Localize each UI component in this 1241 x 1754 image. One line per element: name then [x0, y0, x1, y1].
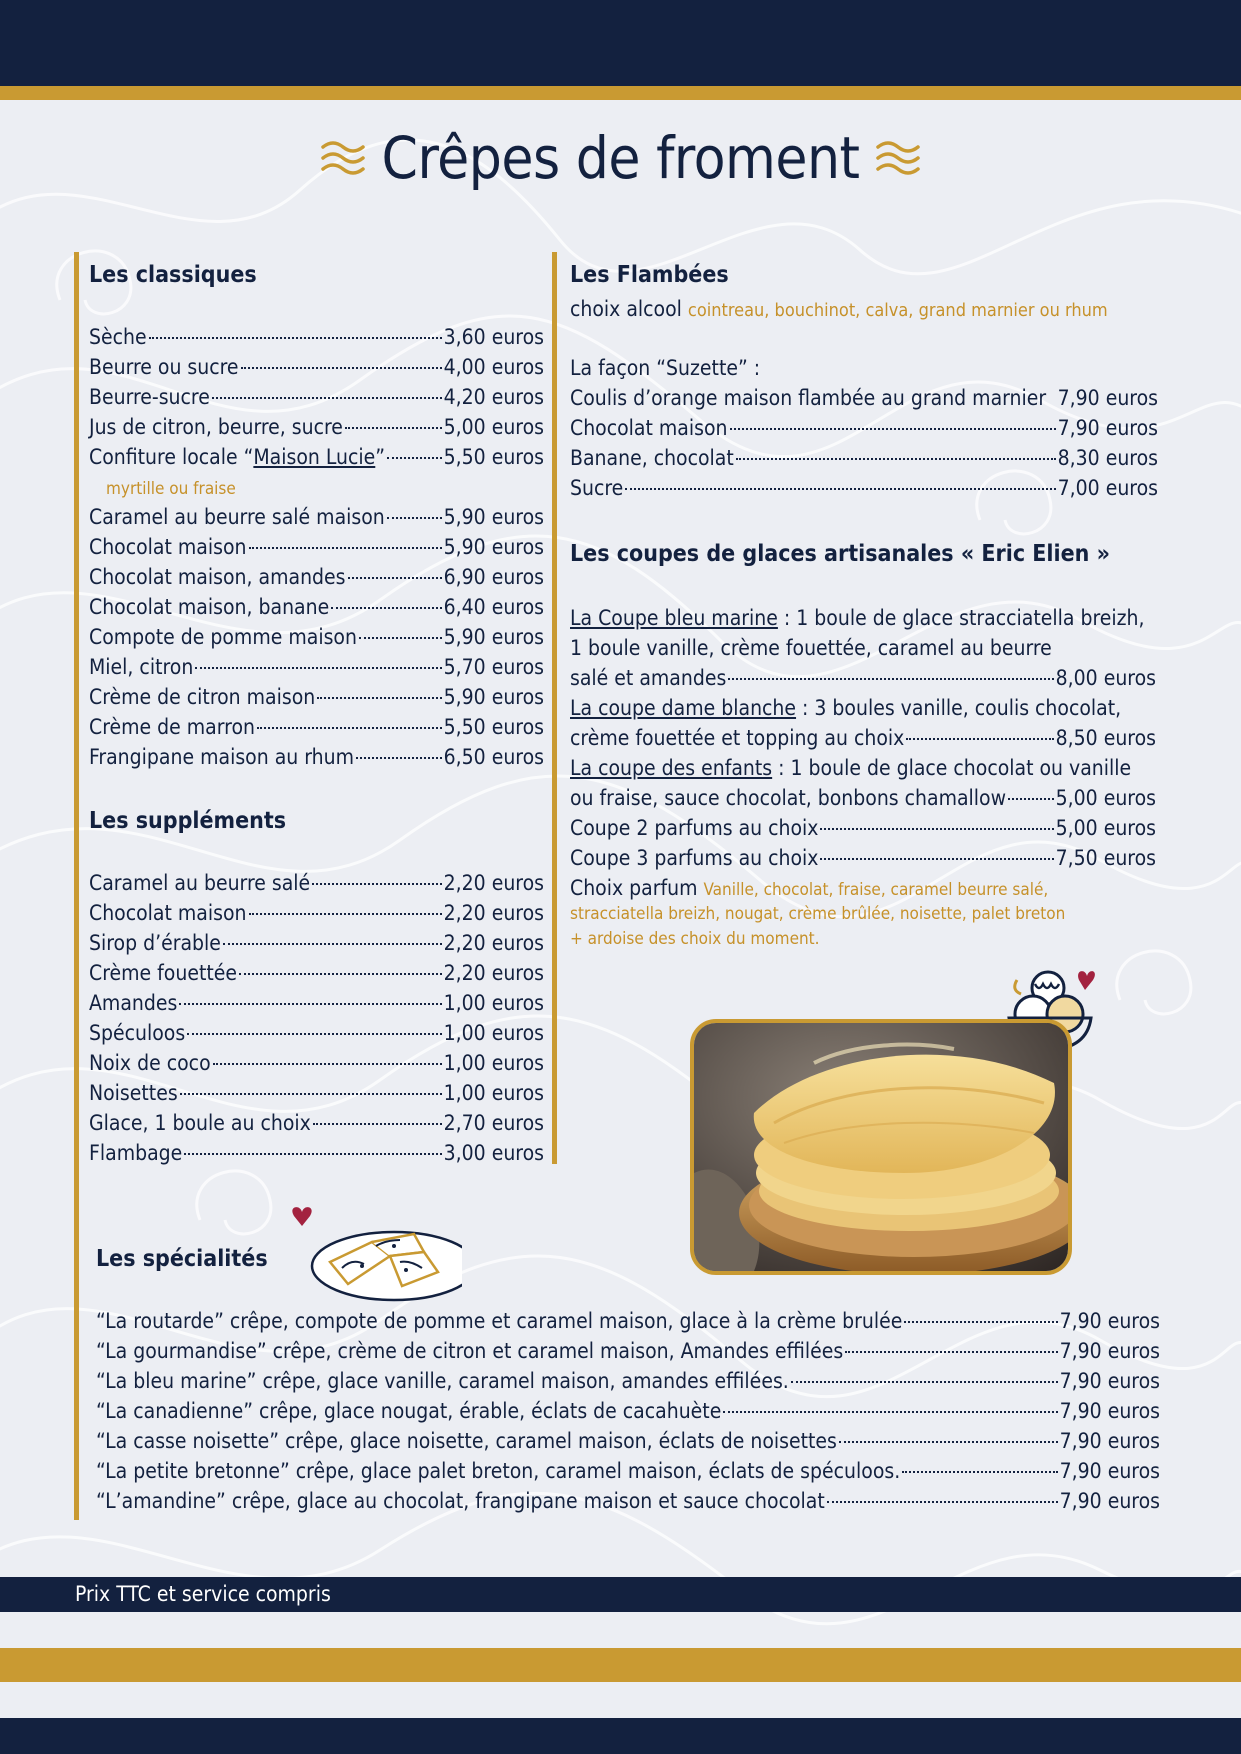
crepes-photo-image: [694, 1023, 1068, 1271]
coupe-bleu-marine-title: La Coupe bleu marine: [570, 606, 778, 630]
item-price: 7,90 euros: [1059, 1339, 1160, 1363]
specialite-row: [96, 1336, 1160, 1366]
item-name: Flambage: [89, 1141, 183, 1165]
coupe-bleu-marine-line1: [570, 603, 1145, 633]
menu-row: [89, 322, 544, 352]
item-price: 6,90 euros: [443, 565, 544, 589]
item-price: 1,00 euros: [443, 1021, 544, 1045]
top-navy-band: [0, 0, 1241, 86]
coupe-dame-blanche-line1: [570, 693, 1121, 723]
brand-link: Maison Lucie: [253, 445, 376, 469]
leader-dots: [179, 1003, 441, 1005]
menu-row: [89, 1048, 544, 1078]
item-price: 2,20 euros: [443, 871, 544, 895]
item-name: Chocolat maison, banane: [89, 595, 330, 619]
item-name: “La routarde” crêpe, compote de pomme et caramel maison, glace à la crème brulée: [96, 1309, 903, 1333]
bottom-gold-band: [0, 1648, 1241, 1682]
menu-row: [89, 652, 544, 682]
menu-row: [570, 413, 1158, 443]
menu-row: [89, 928, 544, 958]
leader-dots: [348, 577, 442, 579]
left-gold-rule: [74, 252, 79, 1520]
section-title-specialites: Les spécialités: [96, 1246, 268, 1272]
item-price: 1,00 euros: [443, 1051, 544, 1075]
leader-dots: [213, 1063, 442, 1065]
leader-dots: [257, 727, 442, 729]
item-name: Crème de citron maison: [89, 685, 316, 709]
middle-gold-rule: [552, 252, 557, 1164]
item-price: 5,90 euros: [443, 625, 544, 649]
item-price: 7,90 euros: [1057, 386, 1158, 410]
menu-row: [89, 712, 544, 742]
leader-dots: [239, 973, 442, 975]
menu-row: [570, 843, 1156, 873]
parfum-options: Vanille, chocolat, fraise, caramel beurre salé,: [703, 880, 1049, 900]
menu-row: [89, 868, 544, 898]
item-price: 7,50 euros: [1055, 846, 1156, 870]
item-name: Amandes: [89, 991, 178, 1015]
item-note: myrtille ou fraise: [106, 479, 236, 499]
item-price: 2,20 euros: [443, 931, 544, 955]
leader-dots: [249, 547, 442, 549]
item-price: 8,30 euros: [1057, 446, 1158, 470]
item-name: Caramel au beurre salé: [89, 871, 311, 895]
section-title-flambees: Les Flambées: [570, 262, 729, 288]
coupe-dame-blanche-title: La coupe dame blanche: [570, 696, 797, 720]
item-price: 4,00 euros: [443, 355, 544, 379]
item-price: 4,20 euros: [443, 385, 544, 409]
item-name: “L’amandine” crêpe, glace au chocolat, frangipane maison et sauce chocolat: [96, 1489, 825, 1513]
menu-row: [89, 1138, 544, 1168]
menu-row: [570, 473, 1158, 503]
leader-dots: [359, 637, 442, 639]
item-price: 7,90 euros: [1059, 1429, 1160, 1453]
menu-row: [89, 898, 544, 928]
menu-row: [89, 622, 544, 652]
leader-dots: [195, 667, 441, 669]
leader-dots: [212, 397, 442, 399]
item-name: Chocolat maison: [89, 535, 247, 559]
item-price: 7,90 euros: [1059, 1309, 1160, 1333]
menu-row: [570, 723, 1156, 753]
item-price: 2,20 euros: [443, 961, 544, 985]
leader-dots: [730, 428, 1056, 430]
alcool-line: [570, 294, 1108, 326]
leader-dots: [180, 1093, 442, 1095]
parfum-line1: [570, 873, 1048, 905]
item-name: Noisettes: [89, 1081, 178, 1105]
specialite-row: [96, 1366, 1160, 1396]
menu-row: [89, 352, 544, 382]
leader-dots: [904, 1321, 1057, 1323]
item-price: 7,00 euros: [1057, 476, 1158, 500]
menu-row: [89, 532, 544, 562]
coupe-text: : 3 boules vanille, coulis chocolat,: [796, 696, 1122, 720]
leader-dots: [312, 883, 441, 885]
menu-row: [89, 1078, 544, 1108]
leader-dots: [902, 1471, 1057, 1473]
leader-dots: [223, 943, 442, 945]
item-name: Caramel au beurre salé maison: [89, 505, 385, 529]
page-header: [0, 118, 1241, 198]
menu-row: [89, 562, 544, 592]
item-price: 5,00 euros: [443, 415, 544, 439]
item-name: ou fraise, sauce chocolat, bonbons chamallow: [570, 786, 1007, 810]
menu-row: [570, 443, 1158, 473]
menu-row: [89, 412, 544, 442]
menu-row: [89, 502, 544, 532]
leader-dots: [827, 1501, 1058, 1503]
item-name-suffix: ”: [375, 445, 386, 469]
item-price: 5,90 euros: [443, 535, 544, 559]
item-name: Glace, 1 boule au choix: [89, 1111, 311, 1135]
wave-icon: [320, 138, 366, 178]
leader-dots: [791, 1381, 1058, 1383]
item-name: “La casse noisette” crêpe, glace noisette, caramel maison, éclats de noisettes: [96, 1429, 837, 1453]
leader-dots: [820, 858, 1053, 860]
menu-row: [89, 682, 544, 712]
item-name: salé et amandes: [570, 666, 727, 690]
item-price: 5,00 euros: [1055, 786, 1156, 810]
item-name: Crème fouettée: [89, 961, 238, 985]
leader-dots: [345, 427, 442, 429]
item-name: [89, 442, 385, 472]
item-name: Coulis d’orange maison flambée au grand marnier: [570, 386, 1047, 410]
alcool-label: choix alcool: [570, 297, 682, 321]
item-price: 8,00 euros: [1055, 666, 1156, 690]
leader-dots: [723, 1411, 1057, 1413]
coupe-enfants-line1: [570, 753, 1131, 783]
leader-dots: [187, 1033, 441, 1035]
item-name: Chocolat maison: [89, 901, 247, 925]
leader-dots: [317, 697, 441, 699]
leader-dots: [387, 517, 442, 519]
menu-row: [89, 958, 544, 988]
suzette-label: La façon “Suzette” :: [570, 356, 761, 380]
item-name: Sucre: [570, 476, 624, 500]
footer-note: Prix TTC et service compris: [75, 1582, 331, 1606]
item-price: 7,90 euros: [1059, 1489, 1160, 1513]
item-name: Miel, citron: [89, 655, 194, 679]
section-title-supplements: Les suppléments: [89, 808, 287, 834]
section-title-coupes: Les coupes de glaces artisanales « Eric Elien »: [570, 541, 1110, 567]
item-name: “La canadienne” crêpe, glace nougat, érable, éclats de cacahuète: [96, 1399, 722, 1423]
menu-row: [570, 663, 1156, 693]
leader-dots: [845, 1351, 1057, 1353]
item-name: Compote de pomme maison: [89, 625, 357, 649]
leader-dots: [728, 678, 1053, 680]
item-name: Crème de marron: [89, 715, 255, 739]
item-price: 1,00 euros: [443, 991, 544, 1015]
leader-dots: [331, 607, 441, 609]
item-price: 3,00 euros: [443, 1141, 544, 1165]
page-title: Crêpes de froment: [381, 124, 860, 192]
leader-dots: [387, 457, 442, 459]
specialite-row: [96, 1456, 1160, 1486]
leader-dots: [356, 757, 442, 759]
item-name: Sèche: [89, 325, 147, 349]
menu-row: [570, 383, 1158, 413]
menu-row: [89, 1108, 544, 1138]
specialite-row: [96, 1306, 1160, 1336]
menu-row: [89, 592, 544, 622]
item-price: 8,50 euros: [1055, 726, 1156, 750]
parfum-line2: stracciatella breizh, nougat, crème brûlée, noisette, palet breton: [570, 904, 1066, 924]
alcool-options: cointreau, bouchinot, calva, grand marnier ou rhum: [687, 300, 1108, 321]
item-name: Beurre ou sucre: [89, 355, 239, 379]
item-price: 2,70 euros: [443, 1111, 544, 1135]
item-name-prefix: Confiture locale “: [89, 445, 254, 469]
leader-dots: [625, 488, 1055, 490]
parfum-label: Choix parfum: [570, 876, 698, 900]
coupe-text: : 1 boule de glace stracciatella breizh,: [777, 606, 1145, 630]
item-name: Chocolat maison: [570, 416, 728, 440]
item-price: 5,70 euros: [443, 655, 544, 679]
specialite-row: [96, 1396, 1160, 1426]
coupe-enfants-title: La coupe des enfants: [570, 756, 773, 780]
wave-icon: [875, 138, 921, 178]
item-name: “La gourmandise” crêpe, crème de citron et caramel maison, Amandes effilées: [96, 1339, 844, 1363]
item-name: Banane, chocolat: [570, 446, 734, 470]
leader-dots: [149, 337, 442, 339]
item-name: Chocolat maison, amandes: [89, 565, 346, 589]
coupe-bleu-marine-line2: 1 boule vanille, crème fouettée, caramel au beurre: [570, 636, 1052, 660]
item-price: 1,00 euros: [443, 1081, 544, 1105]
leader-dots: [249, 913, 442, 915]
item-price: 7,90 euros: [1059, 1399, 1160, 1423]
item-name: Sirop d’érable: [89, 931, 221, 955]
specialite-row: [96, 1426, 1160, 1456]
menu-row: [570, 813, 1156, 843]
crepes-photo: [690, 1019, 1072, 1275]
top-gold-band: [0, 86, 1241, 100]
item-name: Coupe 3 parfums au choix: [570, 846, 819, 870]
item-price: 5,50 euros: [443, 445, 544, 469]
leader-dots: [906, 738, 1053, 740]
menu-row: [89, 382, 544, 412]
item-price: 5,90 euros: [443, 505, 544, 529]
menu-row: [89, 742, 544, 772]
leader-dots: [736, 458, 1056, 460]
item-price: 5,00 euros: [1055, 816, 1156, 840]
menu-row: [570, 783, 1156, 813]
item-price: 5,90 euros: [443, 685, 544, 709]
item-price: 7,90 euros: [1057, 416, 1158, 440]
item-price: 3,60 euros: [443, 325, 544, 349]
item-name: Coupe 2 parfums au choix: [570, 816, 819, 840]
bottom-navy-band: [0, 1718, 1241, 1754]
item-price: 7,90 euros: [1059, 1369, 1160, 1393]
leader-dots: [184, 1153, 441, 1155]
item-name: Beurre-sucre: [89, 385, 210, 409]
item-price: 5,50 euros: [443, 715, 544, 739]
crepe-plate-icon: [282, 1206, 462, 1306]
leader-dots: [313, 1123, 442, 1125]
section-title-classiques: Les classiques: [89, 262, 257, 288]
specialite-row: [96, 1486, 1160, 1516]
item-name: Jus de citron, beurre, sucre: [89, 415, 343, 439]
item-price: 2,20 euros: [443, 901, 544, 925]
item-name: “La bleu marine” crêpe, glace vanille, caramel maison, amandes effilées.: [96, 1369, 789, 1393]
leader-dots: [241, 367, 442, 369]
item-name: “La petite bretonne” crêpe, glace palet breton, caramel maison, éclats de spéculoos.: [96, 1459, 901, 1483]
coupe-text: : 1 boule de glace chocolat ou vanille: [772, 756, 1132, 780]
leader-dots: [1048, 398, 1055, 400]
menu-row: [89, 442, 544, 472]
leader-dots: [820, 828, 1053, 830]
item-name: Noix de coco: [89, 1051, 211, 1075]
item-price: 7,90 euros: [1059, 1459, 1160, 1483]
parfum-line3: + ardoise des choix du moment.: [570, 929, 820, 949]
item-name: Spéculoos: [89, 1021, 186, 1045]
item-price: 6,50 euros: [443, 745, 544, 769]
item-price: 6,40 euros: [443, 595, 544, 619]
leader-dots: [839, 1441, 1058, 1443]
item-name: crème fouettée et topping au choix: [570, 726, 905, 750]
item-name: Frangipane maison au rhum: [89, 745, 354, 769]
menu-row: [89, 1018, 544, 1048]
menu-row: [89, 988, 544, 1018]
leader-dots: [1008, 798, 1054, 800]
